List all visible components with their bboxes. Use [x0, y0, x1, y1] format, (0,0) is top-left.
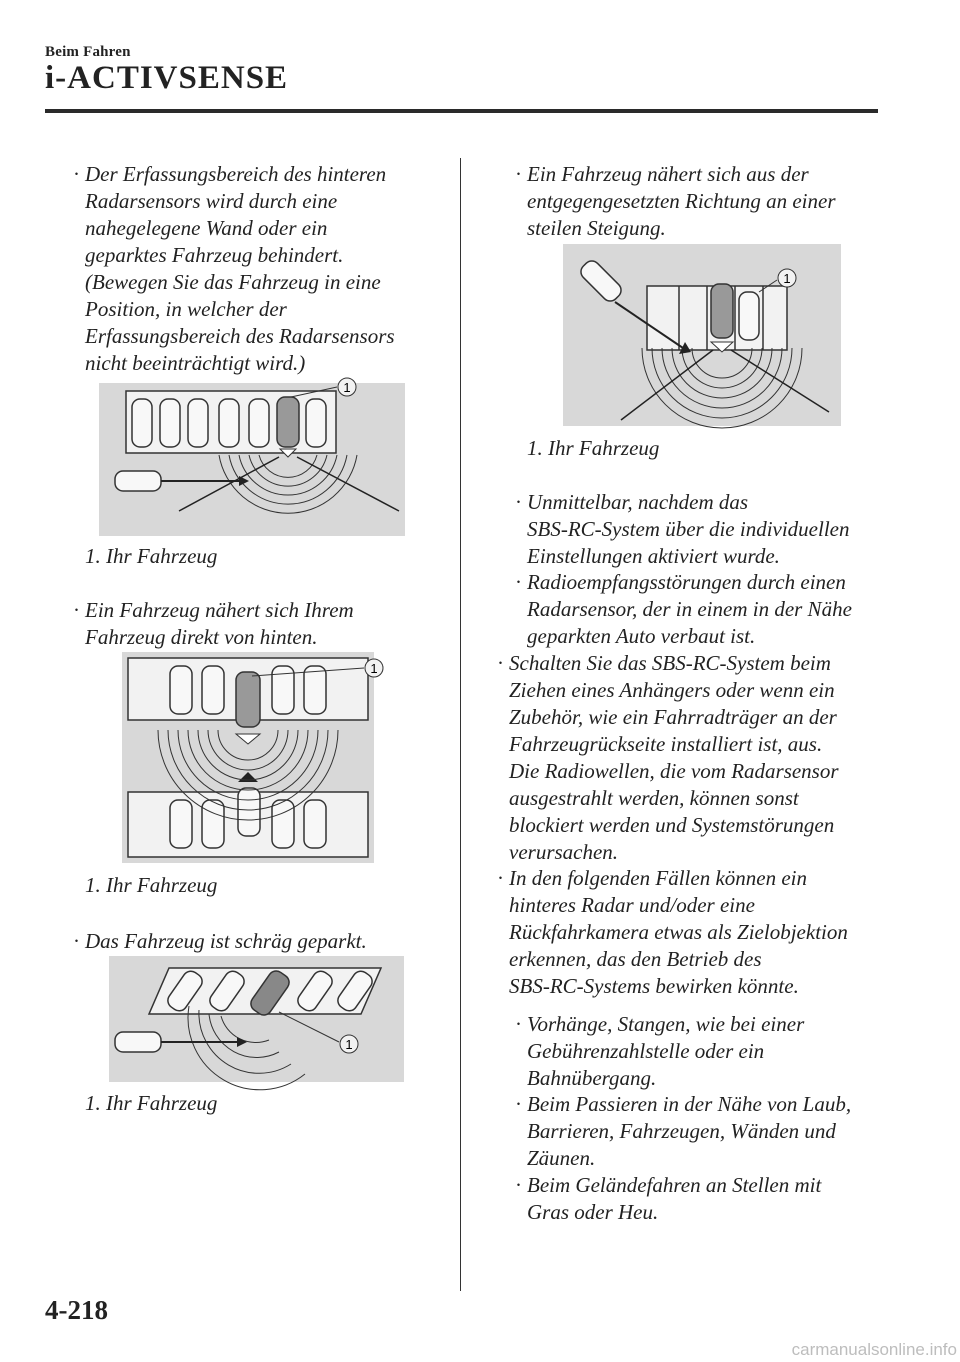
page-title: i-ACTIVSENSE: [45, 60, 289, 96]
line: Gebührenzahlstelle oder ein: [527, 1039, 765, 1063]
callout-number: 1: [783, 271, 791, 286]
line: Radioempfangsstörungen durch einen: [527, 570, 846, 594]
line: Erfassungsbereich des Radarsensors: [85, 324, 395, 348]
bullet-dot: ·: [515, 1012, 522, 1036]
figure-4-caption: 1. Ihr Fahrzeug: [527, 436, 660, 460]
line: nahegelegene Wand oder ein: [85, 216, 328, 240]
line: Fahrzeug direkt von hinten.: [85, 625, 318, 649]
bullet-item-9: [515, 1011, 805, 1092]
callout-number: 1: [343, 380, 351, 395]
line: Schalten Sie das SBS-RC-System beim: [509, 651, 831, 675]
line: Bahnübergang.: [527, 1066, 657, 1090]
figure-3-illustration: [109, 956, 404, 1082]
line: SBS-RC-Systems bewirken könnte.: [509, 974, 799, 998]
line: Beim Geländefahren an Stellen mit: [527, 1173, 822, 1197]
bullet-item-10: [515, 1091, 852, 1172]
line: Zubehör, wie ein Fahrradträger an der: [509, 705, 837, 729]
line: Beim Passieren in der Nähe von Laub,: [527, 1092, 852, 1116]
line: blockiert werden und Systemstörungen: [509, 813, 835, 837]
column-divider: [460, 158, 461, 1291]
figure-2-illustration: [122, 652, 378, 863]
line: Ziehen eines Anhängers oder wenn ein: [509, 678, 835, 702]
bullet-dot: ·: [73, 598, 80, 622]
bullet-dot: ·: [73, 929, 80, 953]
line: Ein Fahrzeug nähert sich Ihrem: [85, 598, 354, 622]
bullet-item-5: [515, 489, 850, 570]
section-label: Beim Fahren: [45, 44, 131, 60]
figure-2-caption: 1. Ihr Fahrzeug: [85, 873, 218, 897]
callout-number: 1: [370, 661, 378, 676]
bullet-dot: ·: [515, 1092, 522, 1116]
bullet-dot: ·: [497, 651, 504, 675]
line: Radarsensor, der in einem in der Nähe: [527, 597, 852, 621]
bullet-item-2: [73, 597, 354, 651]
line: Barrieren, Fahrzeugen, Wänden und: [527, 1119, 836, 1143]
line: Die Radiowellen, die vom Radarsensor: [509, 759, 839, 783]
page-number: 4-218: [45, 1295, 108, 1325]
bullet-item-3: [73, 928, 367, 955]
figure-approach-from-behind: [122, 652, 378, 863]
bullet-item-4: [515, 161, 836, 242]
line: Position, in welcher der: [85, 297, 287, 321]
bullet-dot: ·: [515, 162, 522, 186]
bullet-item-1: [73, 161, 395, 377]
line: SBS-RC-System über die individuellen: [527, 517, 850, 541]
line: Fahrzeugrückseite installiert ist, aus.: [509, 732, 823, 756]
bullet-item-11: [515, 1172, 822, 1226]
line: Der Erfassungsbereich des hinteren: [85, 162, 387, 186]
figure-angled-parking: [109, 956, 404, 1082]
figure-1-illustration: [99, 380, 405, 536]
bullet-dot: ·: [497, 866, 504, 890]
callout-number: 1: [345, 1037, 353, 1052]
figure-1-caption: 1. Ihr Fahrzeug: [85, 544, 218, 568]
line: erkennen, das den Betrieb des: [509, 947, 762, 971]
figure-3-caption: 1. Ihr Fahrzeug: [85, 1091, 218, 1115]
line: nicht beeinträchtigt wird.): [85, 351, 306, 375]
line: verursachen.: [509, 840, 619, 864]
line: Rückfahrkamera etwas als Zielobjektion: [509, 920, 848, 944]
bullet-dot: ·: [515, 570, 522, 594]
bullet-dot: ·: [73, 162, 80, 186]
watermark: carmanualsonline.info: [791, 1340, 957, 1359]
line: In den folgenden Fällen können ein: [509, 866, 807, 890]
line: hinteres Radar und/oder eine: [509, 893, 755, 917]
line: steilen Steigung.: [527, 216, 666, 240]
line: Ein Fahrzeug nähert sich aus der: [527, 162, 809, 186]
figure-reverse-parking-wall: [99, 380, 405, 536]
line: Einstellungen aktiviert wurde.: [527, 544, 780, 568]
line: Radarsensors wird durch eine: [85, 189, 338, 213]
line: (Bewegen Sie das Fahrzeug in eine: [85, 270, 381, 294]
figure-opposite-direction-slope: [563, 244, 841, 426]
line: Das Fahrzeug ist schräg geparkt.: [85, 929, 367, 953]
bullet-item-6: [515, 569, 852, 650]
bullet-dot: ·: [515, 490, 522, 514]
line: Unmittelbar, nachdem das: [527, 490, 749, 514]
header-rule: [45, 109, 878, 113]
line: Gras oder Heu.: [527, 1200, 659, 1224]
line: geparkten Auto verbaut ist.: [527, 624, 756, 648]
line: entgegengesetzten Richtung an einer: [527, 189, 836, 213]
line: Vorhänge, Stangen, wie bei einer: [527, 1012, 805, 1036]
bullet-item-7: [497, 650, 839, 866]
line: ausgestrahlt werden, können sonst: [509, 786, 799, 810]
bullet-dot: ·: [515, 1173, 522, 1197]
bullet-item-8: [497, 865, 848, 1000]
line: Zäunen.: [527, 1146, 596, 1170]
line: geparktes Fahrzeug behindert.: [85, 243, 344, 267]
figure-4-illustration: [563, 244, 841, 426]
